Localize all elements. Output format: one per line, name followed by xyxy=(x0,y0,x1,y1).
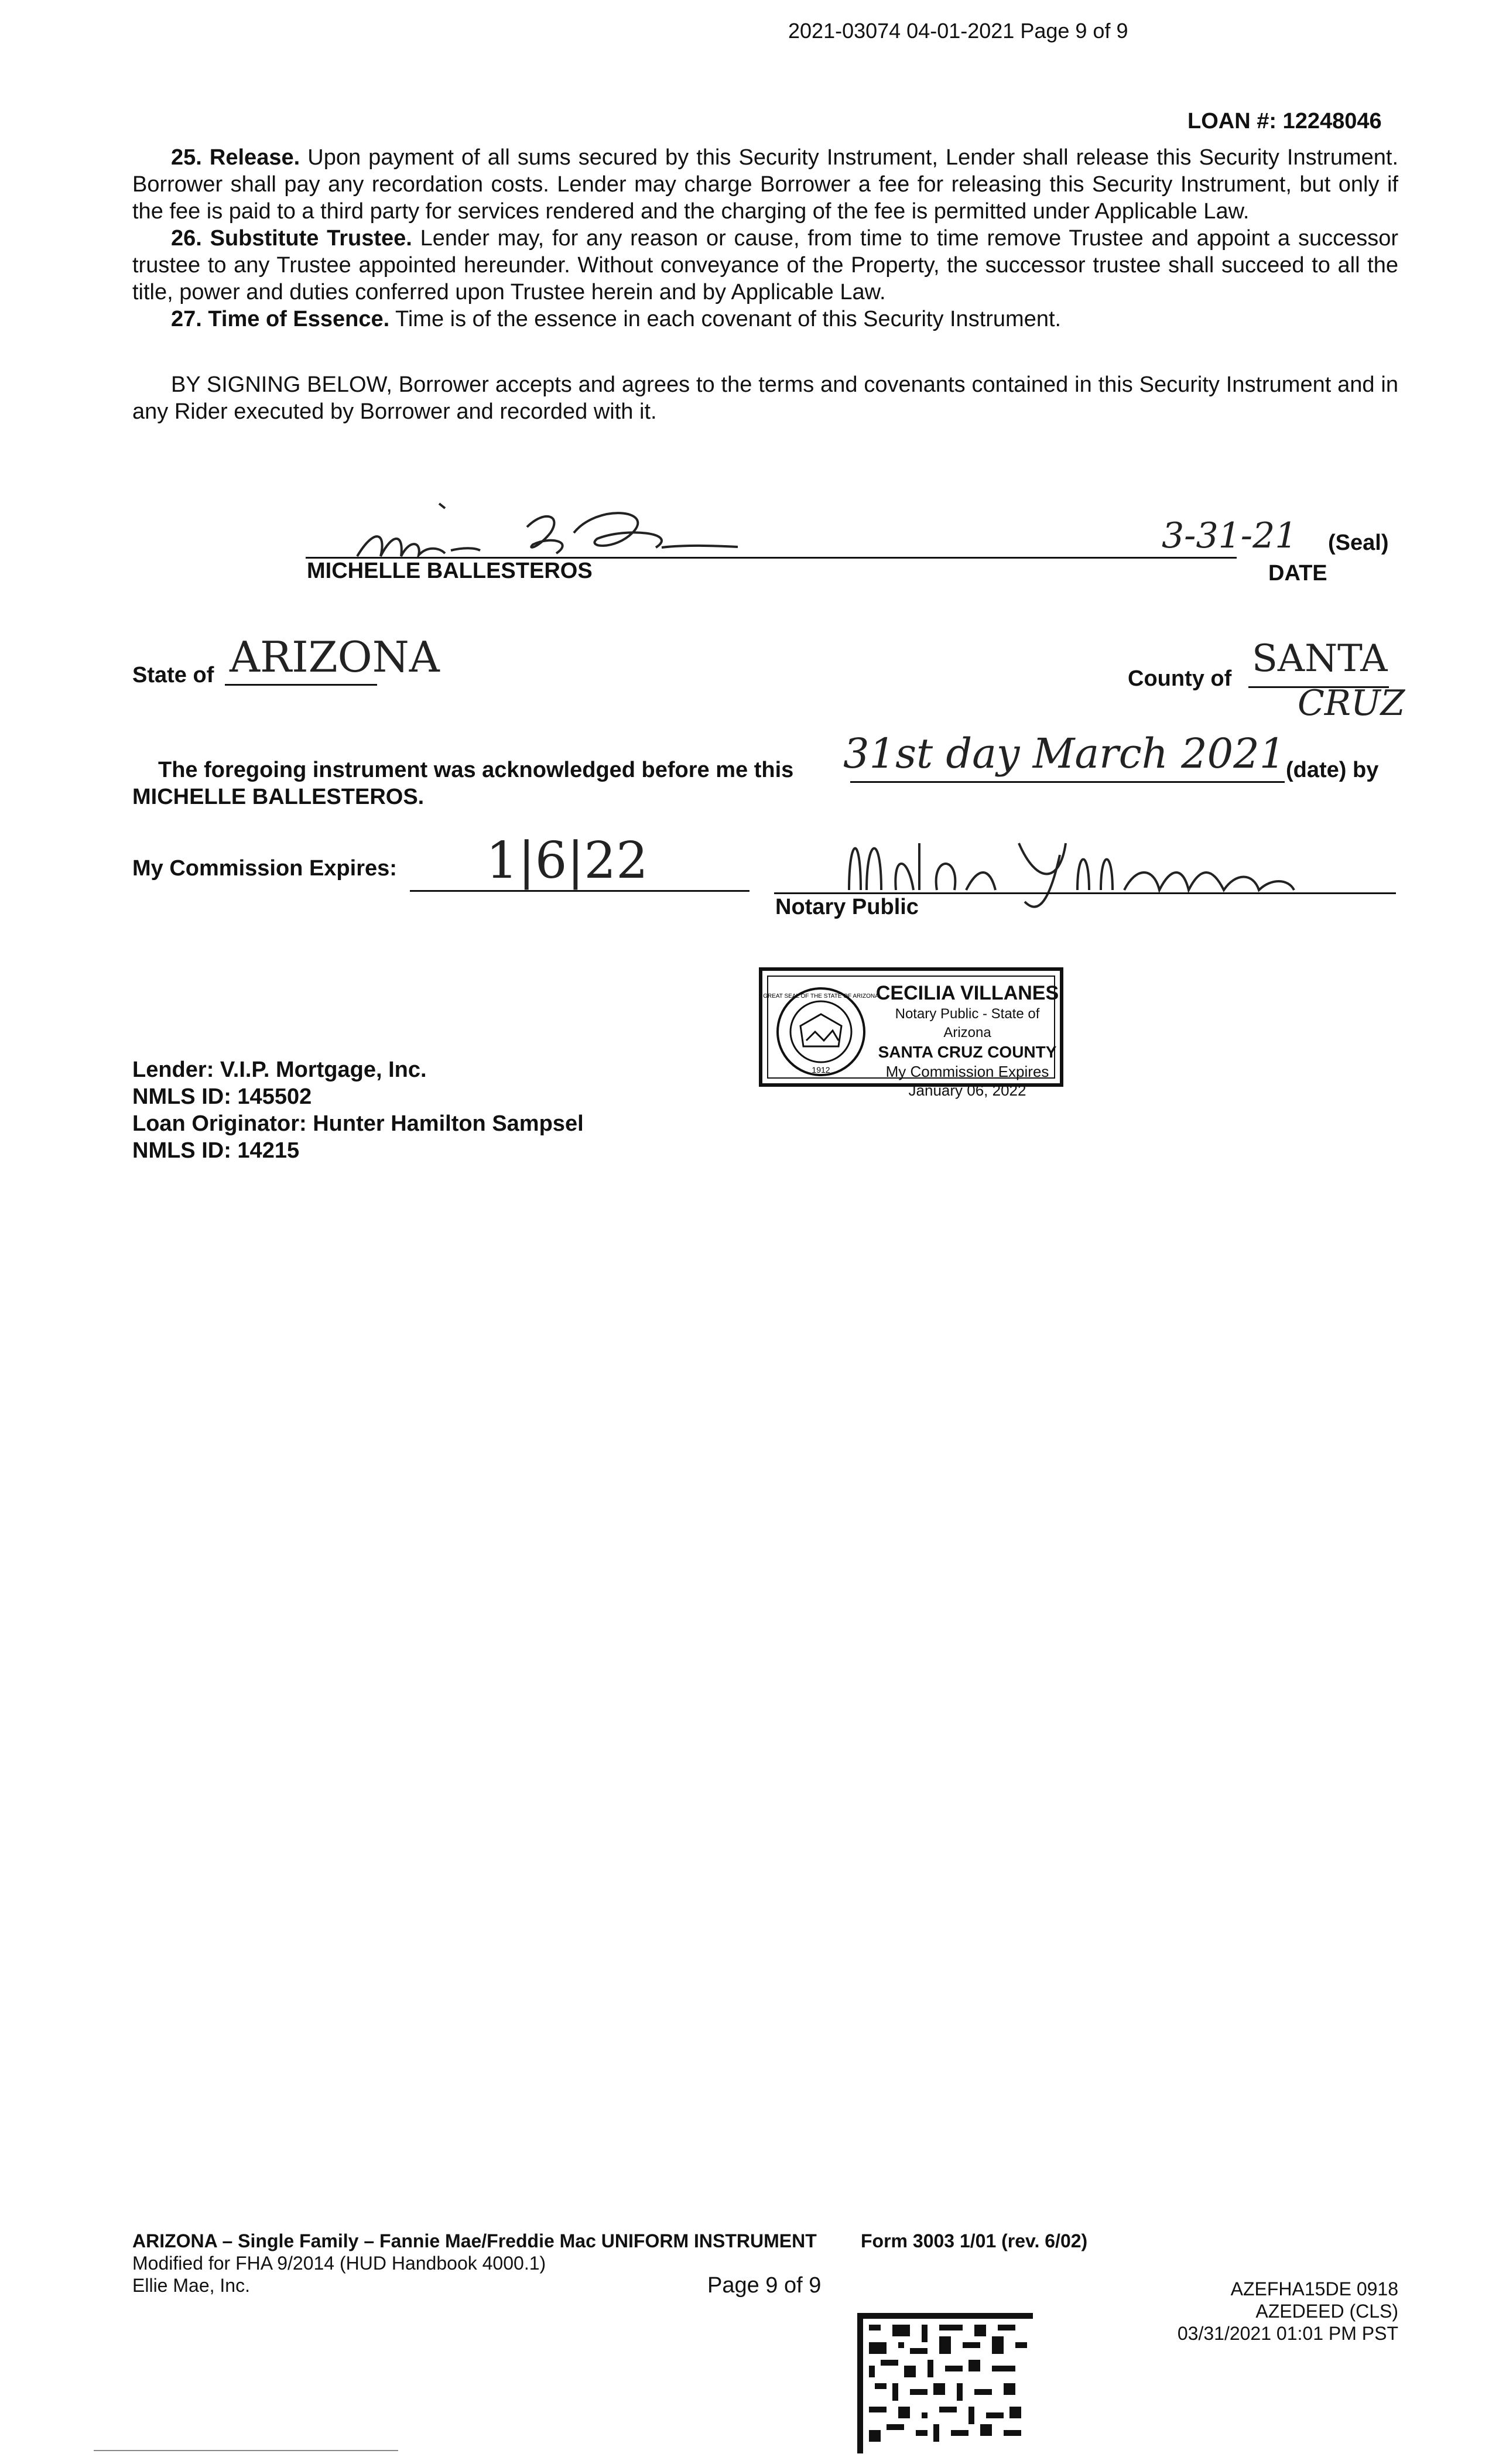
acknowledgment-suffix: (date) by xyxy=(1286,758,1379,782)
date-label: DATE xyxy=(1268,561,1327,586)
signature-date-handwritten: 3-31-21 xyxy=(1162,515,1298,556)
acknowledgment-date-line xyxy=(850,781,1285,783)
signing-statement: BY SIGNING BELOW, Borrower accepts and agrees to the terms and covenants contained in this Security Instrument and in any Rider executed by Borrower and recorded with it. xyxy=(132,372,1398,424)
acknowledgment-date-handwritten: 31st day March 2021 xyxy=(843,730,1286,778)
bottom-rule xyxy=(94,2450,398,2451)
seal-ring-text: GREAT SEAL OF THE STATE OF ARIZONA xyxy=(763,993,879,1000)
acknowledgment-text: The foregoing instrument was acknowledged before me this xyxy=(158,758,794,782)
lender-name: Lender: V.I.P. Mortgage, Inc. xyxy=(132,1058,427,1082)
loan-originator: Loan Originator: Hunter Hamilton Sampsel xyxy=(132,1111,584,1136)
form-timestamp: 03/31/2021 01:01 PM PST xyxy=(1177,2323,1398,2344)
stamp-text xyxy=(874,981,1061,1100)
borrower-name: MICHELLE BALLESTEROS xyxy=(307,559,593,583)
lender-nmls: NMLS ID: 145502 xyxy=(132,1084,312,1109)
state-underline xyxy=(225,684,377,686)
form-code: AZEFHA15DE 0918 xyxy=(1230,2278,1398,2299)
county-value-line1: SANTA xyxy=(1252,637,1388,680)
seal-label: (Seal) xyxy=(1328,531,1389,555)
footer-right xyxy=(1178,2278,1398,2345)
county-value-line2: CRUZ xyxy=(1298,683,1405,724)
page-number: Page 9 of 9 xyxy=(707,2273,822,2298)
loan-number: LOAN #: 12248046 xyxy=(1187,109,1382,134)
stamp-notary-name: CECILIA VILLANES xyxy=(875,982,1059,1004)
originator-nmls: NMLS ID: 14215 xyxy=(132,1138,300,1163)
state-value: ARIZONA xyxy=(230,632,440,682)
lender-block xyxy=(132,1056,584,1164)
notary-public-label: Notary Public xyxy=(775,895,919,919)
form-title: ARIZONA – Single Family – Fannie Mae/Freddie Mac UNIFORM INSTRUMENT xyxy=(132,2230,817,2251)
section-26: 26. Substitute Trustee. Lender may, for any reason or cause, from time to time remove Trustee and appoint a successor trustee to any Trustee appointed hereunder. Without conveyance of the Property, the successor trustee shall succeed to all the title, power and duties conferred upon Trustee herein and by Applicable Law. xyxy=(132,226,1399,304)
seal-year: 1912 xyxy=(812,1065,830,1074)
covenant-sections xyxy=(132,144,1398,333)
stamp-expires-date: January 06, 2022 xyxy=(908,1082,1026,1099)
form-deed-code: AZEDEED (CLS) xyxy=(1255,2301,1398,2322)
form-number: Form 3003 1/01 (rev. 6/02) xyxy=(861,2230,1088,2251)
county-label: County of xyxy=(1128,666,1232,691)
stamp-state: Notary Public - State of Arizona xyxy=(895,1006,1040,1041)
recording-reference: 2021-03074 04-01-2021 Page 9 of 9 xyxy=(788,19,1128,43)
notary-stamp xyxy=(759,967,1063,1099)
state-label: State of xyxy=(132,663,214,687)
form-vendor: Ellie Mae, Inc. xyxy=(132,2275,250,2296)
commission-underline xyxy=(410,890,750,892)
form-modified: Modified for FHA 9/2014 (HUD Handbook 4000.1) xyxy=(132,2253,546,2274)
state-seal-icon xyxy=(763,985,879,1079)
barcode-icon xyxy=(857,2313,1033,2453)
county-underline xyxy=(1248,686,1389,688)
commission-value: 1|6|22 xyxy=(486,831,648,890)
section-25: 25. Release. Upon payment of all sums secured by this Security Instrument, Lender shall release this Security Instrument. Borrower shall pay any recordation costs. Lender may charge Borrower a fee for releasing this Security Instrument, but only if the fee is paid to a third party for services rendered and the charging of the fee is permitted under Applicable Law. xyxy=(132,145,1398,224)
commission-label: My Commission Expires: xyxy=(132,856,397,881)
section-27: 27. Time of Essence. Time is of the essence in each covenant of this Security Instrument. xyxy=(171,307,1062,331)
stamp-expires-label: My Commission Expires xyxy=(885,1063,1049,1080)
acknowledgment-name: MICHELLE BALLESTEROS. xyxy=(132,785,425,809)
stamp-county: SANTA CRUZ COUNTY xyxy=(878,1043,1057,1061)
